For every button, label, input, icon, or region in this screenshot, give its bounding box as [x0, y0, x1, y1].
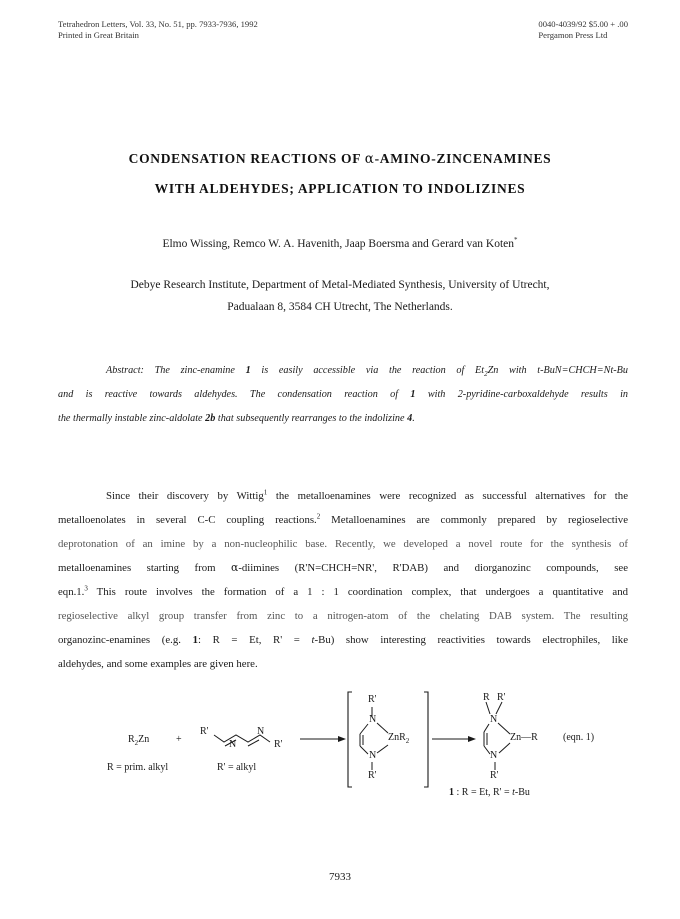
complex-bracket-right: [424, 692, 428, 787]
r-definition: R = prim. alkyl: [107, 762, 169, 773]
body-line: regioselective alkyl group transfer from zinc to a nitrogen-atom of the chelating DAB system. The resulting: [58, 610, 628, 622]
product-bond: [496, 702, 502, 714]
reference-1: 1: [263, 488, 268, 497]
alpha-symbol: α: [364, 151, 375, 167]
reaction-arrow-head: [338, 736, 346, 742]
body-paragraph: [58, 484, 628, 676]
scheme-drawing: [0, 690, 680, 810]
abstract-line: the thermally instable zinc-aldolate 2b that subsequently rearranges to the indolizine 4.: [58, 413, 415, 424]
rprime-definition: R' = alkyl: [217, 762, 257, 773]
complex-nitrogen-top: N: [369, 714, 377, 725]
complex-nitrogen-bottom: N: [369, 750, 377, 761]
complex-bond: [377, 745, 388, 753]
body-line: deprotonation of an imine by a non-nucleophilic base. Recently, we developed a novel route for the synthesis of: [58, 538, 628, 550]
alpha-symbol: α: [231, 561, 239, 574]
product-bond: [499, 743, 510, 753]
abstract-line: and is reactive towards aldehydes. The condensation reaction of 1 with 2-pyridine-carboxaldehyde results in: [58, 389, 628, 400]
product-bond: [498, 723, 510, 734]
product-zinc: Zn—R: [510, 732, 538, 743]
title-line-2: WITH ALDEHYDES; APPLICATION TO INDOLIZINES: [154, 181, 526, 196]
body-line: metalloenolates in several C-C coupling reactions.$^2$ Metalloenamines are commonly prepared by regioselective: [58, 512, 628, 526]
abstract-line: Abstract: The zinc-enamine 1 is easily accessible via the reaction of $Et_2Zn$ with t-BuN=CHCH=Nt-Bu: [106, 365, 628, 379]
running-header-right: [538, 19, 628, 41]
issn-price: 0040-4039/92 $5.00 + .00: [538, 19, 628, 29]
equation-number: (eqn. 1): [563, 732, 595, 743]
reaction-arrow-head: [468, 736, 476, 742]
dab-nitrogen: N: [257, 726, 265, 737]
compound-1-definition: 1 : R = Et, R' = t-Bu: [449, 787, 530, 798]
product-nitrogen-top: N: [490, 714, 498, 725]
product-bond: [484, 724, 489, 732]
dab-substituent-right: R': [274, 739, 283, 750]
printed-in: Printed in Great Britain: [58, 30, 139, 40]
abstract: [58, 359, 628, 431]
body-line: eqn.1.$^3$ This route involves the formation of a 1 : 1 coordination complex, that undergoes a quantitative and: [58, 584, 628, 598]
running-header-left: [58, 19, 258, 41]
journal-citation: Tetrahedron Letters, Vol. 33, No. 51, pp. 7933-7936, 1992: [58, 19, 258, 29]
complex-bracket-left: [348, 692, 352, 787]
reaction-scheme-eqn-1: [0, 690, 680, 810]
product-substituent-r: R: [483, 692, 490, 703]
complex-bond: [377, 723, 388, 733]
reference-3: 3: [84, 584, 88, 593]
product-substituent-rprime: R': [497, 692, 506, 703]
body-line: aldehydes, and some examples are given here.: [58, 658, 258, 670]
page-number: 7933: [329, 871, 351, 883]
author-list: Elmo Wissing, Remco W. A. Havenith, Jaap Boersma and Gerard van Koten*: [162, 236, 518, 250]
plus-sign: +: [176, 734, 182, 745]
product-nitrogen-bottom: N: [490, 750, 498, 761]
complex-substituent-top: R': [368, 694, 377, 705]
corresponding-author-mark: *: [514, 236, 518, 245]
diorganozinc: $R_2Zn$: [128, 734, 150, 747]
complex-bond: [360, 724, 368, 734]
affiliation-line-2: Padualaan 8, 3584 CH Utrecht, The Netherlands.: [227, 301, 453, 313]
dab-substituent-left: R': [200, 726, 209, 737]
body-line: metalloenamines starting from α-diimines (R'N=CHCH=NR', R'DAB) and diorganozinc compounds, see: [58, 561, 628, 574]
complex-zinc: ZnR$_2$: [388, 732, 410, 745]
publisher: Pergamon Press Ltd: [538, 30, 608, 40]
complex-substituent-bottom: R': [368, 770, 377, 781]
dab-nitrogen: N: [229, 739, 237, 750]
affiliation-line-1: Debye Research Institute, Department of Metal-Mediated Synthesis, University of Utrecht,: [130, 279, 550, 291]
body-line: organozinc-enamines (e.g. 1: R = Et, R' = t-Bu) show interesting reactivities towards electrophiles, like: [58, 634, 628, 646]
complex-bond: [360, 746, 368, 754]
title-line-1: CONDENSATION REACTIONS OF α-AMINO-ZINCENAMINES: [128, 151, 552, 167]
reference-2: 2: [316, 512, 321, 521]
product-substituent-bottom: R': [490, 770, 499, 781]
body-line: Since their discovery by Wittig$^1$ the metalloenamines were recognized as successful alternatives for the: [106, 488, 628, 502]
product-bond: [486, 702, 490, 714]
